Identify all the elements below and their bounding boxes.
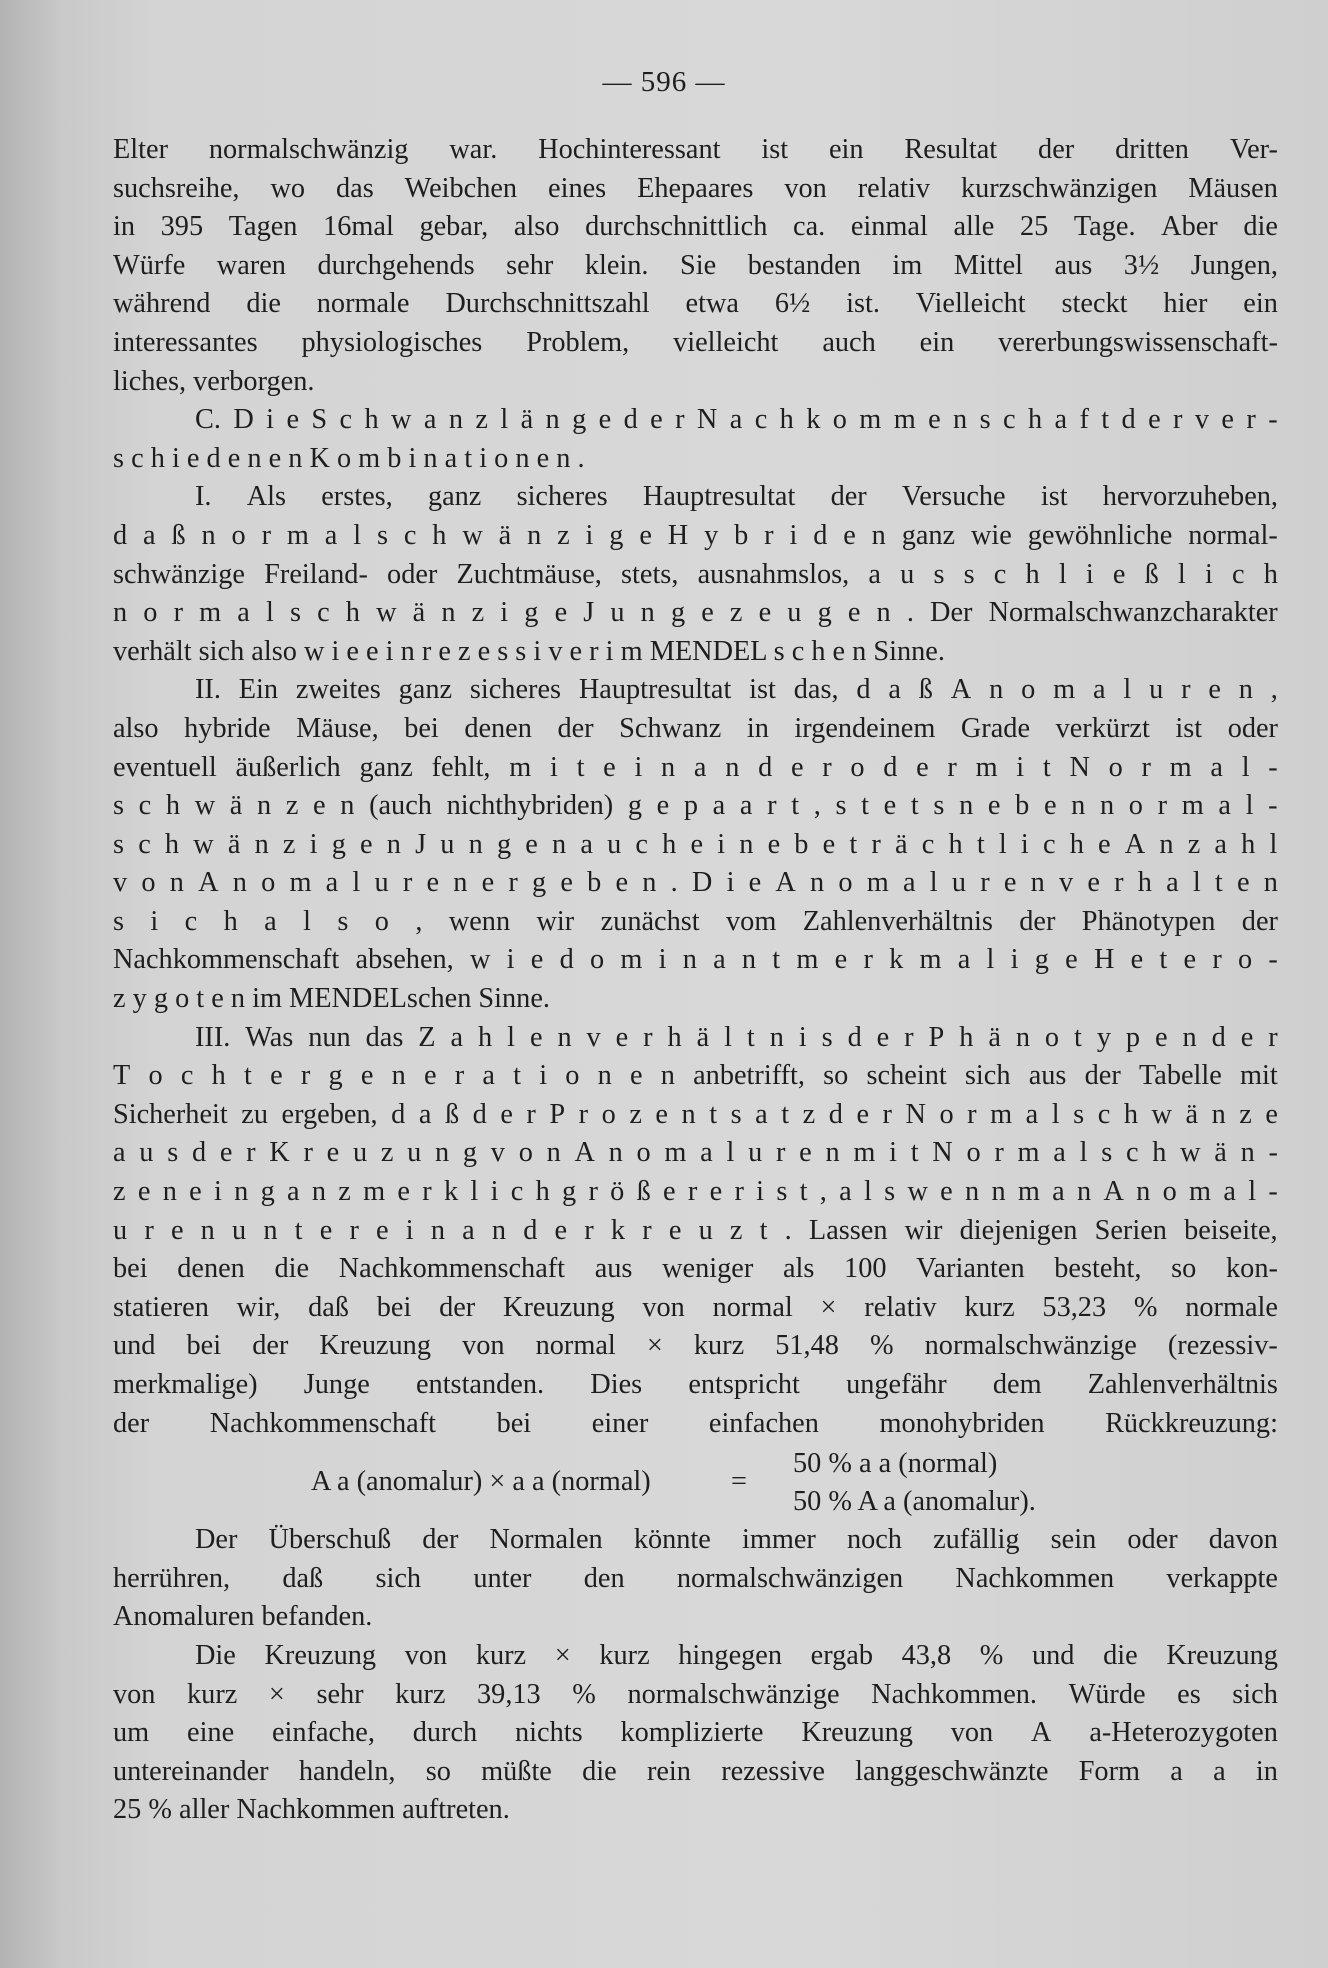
text-line: bei denen die Nachkommenschaft aus weniger als 100 Varianten besteht, so kon- (113, 1253, 1278, 1285)
text-line: Anomaluren befanden. (113, 1601, 373, 1633)
text-line: Würfe waren durchgehends sehr klein. Sie bestanden im Mittel aus 3½ Jungen, (113, 249, 1278, 281)
text-line: u r e n u n t e r e i n a n d e r k r e u z t . Lassen wir diejenigen Serien beiseite, (113, 1214, 1278, 1246)
text-line: d a ß n o r m a l s c h w ä n z i g e H y b r i d e n ganz wie gewöhnliche normal- (113, 519, 1278, 551)
text-line: C. D i e S c h w a n z l ä n g e d e r N a c h k o m m e n s c h a f t d e r v e r - (195, 404, 1278, 436)
formula-lhs: A a (anomalur) × a a (normal) (311, 1466, 651, 1498)
text-line: n o r m a l s c h w ä n z i g e J u n g e z e u g e n . Der Normalschwanzcharakter (113, 597, 1278, 629)
text-line: liches, verborgen. (113, 365, 315, 397)
text-line: a u s d e r K r e u z u n g v o n A n o m a l u r e n m i t N o r m a l s c h w ä n - (113, 1137, 1278, 1169)
text-line: I. Als erstes, ganz sicheres Hauptresultat der Versuche ist hervorzuheben, (195, 481, 1278, 513)
text-line: interessantes physiologisches Problem, vielleicht auch ein vererbungswissenschaft- (113, 326, 1278, 358)
text-line: III. Was nun das Z a h l e n v e r h ä l t n i s d e r P h ä n o t y p e n d e r (195, 1021, 1278, 1053)
text-line: in 395 Tagen 16mal gebar, also durchschnittlich ca. einmal alle 25 Tage. Aber die (113, 211, 1278, 243)
text-line: von kurz × sehr kurz 39,13 % normalschwänzige Nachkommen. Würde es sich (113, 1678, 1278, 1710)
text-line: Nachkommenschaft absehen, w i e d o m i n a n t m e r k m a l i g e H e t e r o - (113, 944, 1278, 976)
text-line: und bei der Kreuzung von normal × kurz 51,48 % normalschwänzige (rezessiv- (113, 1330, 1278, 1362)
text-line: s c h w ä n z i g e n J u n g e n a u c h e i n e b e t r ä c h t l i c h e A n z a h l (113, 828, 1278, 860)
page-number: — 596 — (602, 66, 726, 98)
text-line: z y g o t e n im MENDELschen Sinne. (113, 983, 550, 1015)
text-line: 25 % aller Nachkommen auftreten. (113, 1794, 510, 1826)
text-line: s i c h a l s o , wenn wir zunächst vom Zahlenverhältnis der Phänotypen der (113, 905, 1278, 937)
text-line: statieren wir, daß bei der Kreuzung von normal × relativ kurz 53,23 % normale (113, 1291, 1278, 1323)
body-text (113, 131, 1278, 1830)
text-line: z e n e i n g a n z m e r k l i c h g r ö ß e r e r i s t , a l s w e n n m a n A n o m a l - (113, 1176, 1278, 1208)
page-shadow (0, 0, 60, 1968)
text-line: schwänzige Freiland- oder Zuchtmäuse, stets, ausnahmslos, a u s s c h l i e ß l i c h (113, 558, 1278, 590)
paragraph-block-1 (113, 131, 1278, 1443)
text-line: während die normale Durchschnittszahl etwa 6½ ist. Vielleicht steckt hier ein (113, 288, 1278, 320)
text-line: untereinander handeln, so müßte die rein rezessive langgeschwänzte Form a a in (113, 1755, 1278, 1787)
text-line: Sicherheit zu ergeben, d a ß d e r P r o z e n t s a t z d e r N o r m a l s c h w ä n z e (113, 1098, 1278, 1130)
text-line: um eine einfache, durch nichts komplizierte Kreuzung von A a-Heterozygoten (113, 1717, 1278, 1749)
formula-rhs-bottom: 50 % A a (anomalur). (793, 1486, 1036, 1518)
text-line: v o n A n o m a l u r e n e r g e b e n . D i e A n o m a l u r e n v e r h a l t e n (113, 867, 1278, 899)
text-line: II. Ein zweites ganz sicheres Hauptresultat ist das, d a ß A n o m a l u r e n , (195, 674, 1278, 706)
formula-rhs-top: 50 % a a (normal) (793, 1448, 998, 1480)
text-line: s c h w ä n z e n (auch nichthybriden) g e p a a r t , s t e t s n e b e n n o r m a l - (113, 790, 1278, 822)
text-line: verhält sich also w i e e i n r e z e s s i v e r i m MENDEL s c h e n Sinne. (113, 635, 945, 667)
formula (113, 1443, 1278, 1521)
text-line: Die Kreuzung von kurz × kurz hingegen ergab 43,8 % und die Kreuzung (195, 1639, 1278, 1671)
text-line: s c h i e d e n e n K o m b i n a t i o n e n . (113, 442, 585, 474)
text-line: Elter normalschwänzig war. Hochinteressant ist ein Resultat der dritten Ver- (113, 134, 1278, 165)
text-line: Der Überschuß der Normalen könnte immer noch zufällig sein oder davon (195, 1524, 1278, 1556)
text-line: eventuell äußerlich ganz fehlt, m i t e i n a n d e r o d e r m i t N o r m a l - (113, 751, 1278, 783)
text-line: der Nachkommenschaft bei einer einfachen monohybriden Rückkreuzung: (113, 1407, 1278, 1439)
paragraph-block-2 (113, 1521, 1278, 1830)
text-line: T o c h t e r g e n e r a t i o n e n anbetrifft, so scheint sich aus der Tabelle mit (113, 1060, 1278, 1092)
formula-equals: = (731, 1466, 747, 1498)
text-line: suchsreihe, wo das Weibchen eines Ehepaares von relativ kurzschwänzigen Mäusen (113, 172, 1278, 204)
text-line: merkmalige) Junge entstanden. Dies entspricht ungefähr dem Zahlenverhältnis (113, 1369, 1278, 1400)
text-line: herrühren, daß sich unter den normalschwänzigen Nachkommen verkappte (113, 1562, 1278, 1594)
text-line: also hybride Mäuse, bei denen der Schwanz in irgendeinem Grade verkürzt ist oder (113, 712, 1278, 744)
